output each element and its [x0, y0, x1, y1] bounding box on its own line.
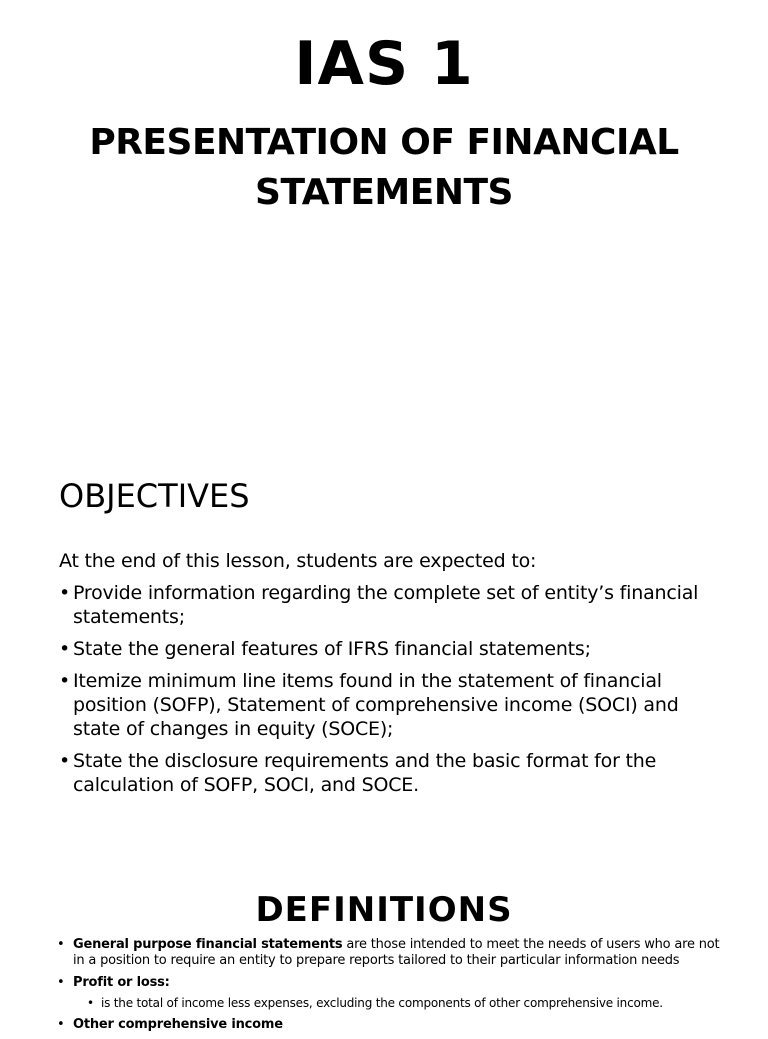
objectives-list — [59, 581, 719, 805]
definition-term: General purpose financial statements — [73, 937, 343, 952]
definition-text: are those intended to meet the needs of users who are not in a position to require an entity to prepare reports tailored to their particular information needs — [73, 937, 720, 968]
objective-item — [59, 669, 719, 741]
objective-text: State the general features of IFRS financial statements; — [73, 638, 591, 660]
definition-term: Other comprehensive income — [73, 1017, 283, 1032]
bullet-icon: • — [57, 975, 65, 990]
objective-text: Itemize minimum line items found in the statement of financial position (SOFP), Statement of comprehensive income (SOCI) and state of changes in equity (SOCE); — [73, 670, 679, 740]
objective-text: State the disclosure requirements and the basic format for the calculation of SOFP, SOCI, and SOCE. — [73, 750, 657, 796]
definition-term: Profit or loss: — [73, 975, 170, 990]
objectives-intro: At the end of this lesson, students are expected to: — [59, 550, 537, 572]
title-slide — [0, 0, 768, 430]
bullet-icon: • — [57, 1017, 65, 1032]
objective-item — [59, 581, 719, 629]
slide-title: IAS 1 — [294, 29, 474, 99]
bullet-icon: • — [59, 638, 71, 660]
definitions-slide — [0, 830, 768, 1032]
objectives-heading: OBJECTIVES — [59, 477, 250, 515]
bullet-icon: • — [59, 582, 71, 604]
subtitle-line-1: PRESENTATION OF FINANCIAL — [89, 122, 679, 163]
definitions-heading: DEFINITIONS — [255, 890, 513, 930]
bullet-icon: • — [87, 996, 94, 1010]
objective-item — [59, 637, 719, 661]
objectives-slide — [0, 430, 768, 830]
definition-subitem-text: is the total of income less expenses, excluding the components of other comprehensive income. — [101, 996, 663, 1010]
slide-subtitle — [40, 118, 728, 218]
definition-item — [57, 937, 727, 969]
bullet-icon: • — [59, 670, 71, 692]
bullet-icon: • — [59, 750, 71, 772]
definition-item — [57, 975, 727, 1011]
objective-item — [59, 749, 719, 797]
definition-sublist — [73, 995, 727, 1011]
objective-text: Provide information regarding the complete set of entity’s financial statements; — [73, 582, 699, 628]
bullet-icon: • — [57, 937, 65, 952]
subtitle-line-2: STATEMENTS — [255, 172, 513, 213]
definition-subitem — [87, 995, 727, 1011]
definition-item — [57, 1017, 727, 1033]
